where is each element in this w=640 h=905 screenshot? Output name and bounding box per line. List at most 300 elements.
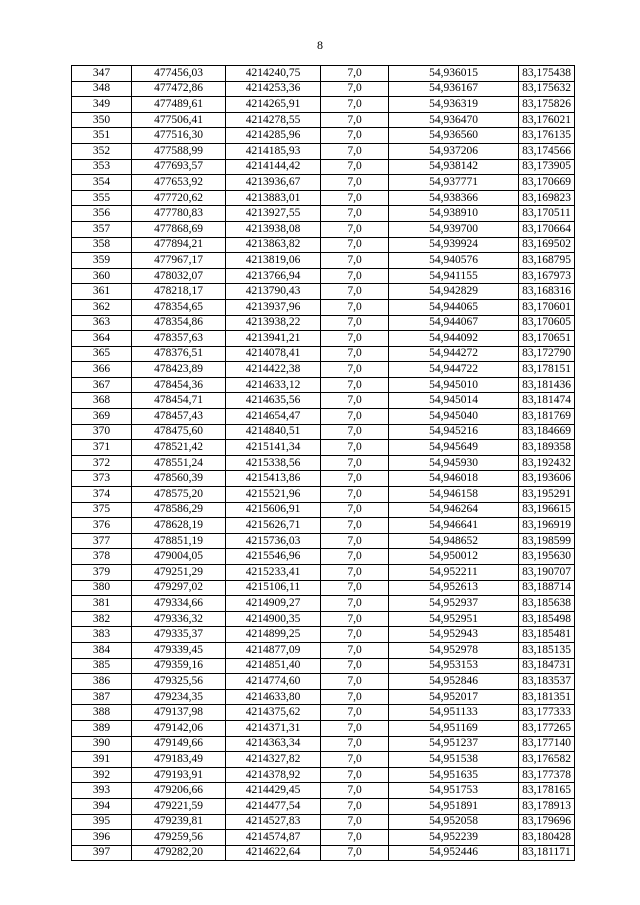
y-coordinate-cell: 4213819,06: [226, 253, 321, 269]
x-coordinate-cell: 479004,05: [132, 549, 226, 565]
latitude-cell: 54,952943: [389, 627, 519, 643]
y-coordinate-cell: 4215233,41: [226, 565, 321, 581]
table-row: [72, 783, 575, 799]
point-number-cell: 353: [72, 159, 132, 175]
table-row: [72, 409, 575, 425]
y-coordinate-cell: 4213938,22: [226, 315, 321, 331]
accuracy-cell: 7,0: [321, 221, 389, 237]
latitude-cell: 54,944272: [389, 346, 519, 362]
point-number-cell: 375: [72, 502, 132, 518]
accuracy-cell: 7,0: [321, 331, 389, 347]
point-number-cell: 358: [72, 237, 132, 253]
latitude-cell: 54,942829: [389, 284, 519, 300]
latitude-cell: 54,936319: [389, 97, 519, 113]
longitude-cell: 83,176021: [519, 112, 575, 128]
latitude-cell: 54,946641: [389, 518, 519, 534]
accuracy-cell: 7,0: [321, 143, 389, 159]
table-row: [72, 533, 575, 549]
table-row: [72, 299, 575, 315]
latitude-cell: 54,952058: [389, 814, 519, 830]
longitude-cell: 83,181436: [519, 377, 575, 393]
point-number-cell: 366: [72, 362, 132, 378]
x-coordinate-cell: 478628,19: [132, 518, 226, 534]
point-number-cell: 380: [72, 580, 132, 596]
latitude-cell: 54,946018: [389, 471, 519, 487]
latitude-cell: 54,951635: [389, 767, 519, 783]
longitude-cell: 83,176582: [519, 752, 575, 768]
y-coordinate-cell: 4214635,56: [226, 393, 321, 409]
y-coordinate-cell: 4214422,38: [226, 362, 321, 378]
point-number-cell: 360: [72, 268, 132, 284]
table-row: [72, 221, 575, 237]
x-coordinate-cell: 478586,29: [132, 502, 226, 518]
longitude-cell: 83,184731: [519, 658, 575, 674]
y-coordinate-cell: 4215521,96: [226, 487, 321, 503]
y-coordinate-cell: 4214285,96: [226, 128, 321, 144]
y-coordinate-cell: 4213790,43: [226, 284, 321, 300]
y-coordinate-cell: 4215106,11: [226, 580, 321, 596]
accuracy-cell: 7,0: [321, 409, 389, 425]
longitude-cell: 83,177378: [519, 767, 575, 783]
longitude-cell: 83,181769: [519, 409, 575, 425]
accuracy-cell: 7,0: [321, 455, 389, 471]
accuracy-cell: 7,0: [321, 705, 389, 721]
table-row: [72, 331, 575, 347]
x-coordinate-cell: 478454,36: [132, 377, 226, 393]
latitude-cell: 54,950012: [389, 549, 519, 565]
accuracy-cell: 7,0: [321, 502, 389, 518]
accuracy-cell: 7,0: [321, 752, 389, 768]
accuracy-cell: 7,0: [321, 362, 389, 378]
x-coordinate-cell: 478551,24: [132, 455, 226, 471]
longitude-cell: 83,192432: [519, 455, 575, 471]
table-row: [72, 455, 575, 471]
y-coordinate-cell: 4213938,08: [226, 221, 321, 237]
point-number-cell: 362: [72, 299, 132, 315]
table-row: [72, 814, 575, 830]
accuracy-cell: 7,0: [321, 611, 389, 627]
point-number-cell: 359: [72, 253, 132, 269]
table-row: [72, 159, 575, 175]
point-number-cell: 386: [72, 674, 132, 690]
y-coordinate-cell: 4214278,55: [226, 112, 321, 128]
table-row: [72, 502, 575, 518]
point-number-cell: 393: [72, 783, 132, 799]
y-coordinate-cell: 4214622,64: [226, 845, 321, 861]
x-coordinate-cell: 479239,81: [132, 814, 226, 830]
accuracy-cell: 7,0: [321, 798, 389, 814]
accuracy-cell: 7,0: [321, 767, 389, 783]
table-row: [72, 253, 575, 269]
table-row: [72, 830, 575, 846]
table-row: [72, 611, 575, 627]
x-coordinate-cell: 477653,92: [132, 175, 226, 191]
y-coordinate-cell: 4215141,34: [226, 440, 321, 456]
x-coordinate-cell: 479282,20: [132, 845, 226, 861]
longitude-cell: 83,178151: [519, 362, 575, 378]
x-coordinate-cell: 479259,56: [132, 830, 226, 846]
y-coordinate-cell: 4214371,31: [226, 720, 321, 736]
point-number-cell: 357: [72, 221, 132, 237]
longitude-cell: 83,175438: [519, 66, 575, 82]
longitude-cell: 83,196615: [519, 502, 575, 518]
accuracy-cell: 7,0: [321, 190, 389, 206]
latitude-cell: 54,951169: [389, 720, 519, 736]
y-coordinate-cell: 4214909,27: [226, 596, 321, 612]
x-coordinate-cell: 479339,45: [132, 642, 226, 658]
latitude-cell: 54,952239: [389, 830, 519, 846]
longitude-cell: 83,185481: [519, 627, 575, 643]
accuracy-cell: 7,0: [321, 268, 389, 284]
point-number-cell: 356: [72, 206, 132, 222]
x-coordinate-cell: 479334,66: [132, 596, 226, 612]
x-coordinate-cell: 478354,86: [132, 315, 226, 331]
x-coordinate-cell: 478423,89: [132, 362, 226, 378]
latitude-cell: 54,952951: [389, 611, 519, 627]
accuracy-cell: 7,0: [321, 377, 389, 393]
latitude-cell: 54,937206: [389, 143, 519, 159]
table-row: [72, 752, 575, 768]
latitude-cell: 54,937771: [389, 175, 519, 191]
x-coordinate-cell: 479193,91: [132, 767, 226, 783]
x-coordinate-cell: 479234,35: [132, 689, 226, 705]
longitude-cell: 83,189358: [519, 440, 575, 456]
longitude-cell: 83,196919: [519, 518, 575, 534]
x-coordinate-cell: 479149,66: [132, 736, 226, 752]
point-number-cell: 368: [72, 393, 132, 409]
latitude-cell: 54,944722: [389, 362, 519, 378]
latitude-cell: 54,952846: [389, 674, 519, 690]
latitude-cell: 54,945040: [389, 409, 519, 425]
x-coordinate-cell: 478218,17: [132, 284, 226, 300]
table-row: [72, 627, 575, 643]
point-number-cell: 352: [72, 143, 132, 159]
point-number-cell: 391: [72, 752, 132, 768]
longitude-cell: 83,168316: [519, 284, 575, 300]
point-number-cell: 370: [72, 424, 132, 440]
y-coordinate-cell: 4215606,91: [226, 502, 321, 518]
longitude-cell: 83,167973: [519, 268, 575, 284]
table-row: [72, 596, 575, 612]
accuracy-cell: 7,0: [321, 487, 389, 503]
table-row: [72, 393, 575, 409]
table-row: [72, 424, 575, 440]
accuracy-cell: 7,0: [321, 565, 389, 581]
accuracy-cell: 7,0: [321, 549, 389, 565]
x-coordinate-cell: 477588,99: [132, 143, 226, 159]
latitude-cell: 54,952978: [389, 642, 519, 658]
point-number-cell: 376: [72, 518, 132, 534]
latitude-cell: 54,952937: [389, 596, 519, 612]
x-coordinate-cell: 479183,49: [132, 752, 226, 768]
latitude-cell: 54,951891: [389, 798, 519, 814]
longitude-cell: 83,170601: [519, 299, 575, 315]
accuracy-cell: 7,0: [321, 720, 389, 736]
latitude-cell: 54,952446: [389, 845, 519, 861]
x-coordinate-cell: 479142,06: [132, 720, 226, 736]
x-coordinate-cell: 479137,98: [132, 705, 226, 721]
point-number-cell: 354: [72, 175, 132, 191]
y-coordinate-cell: 4214840,51: [226, 424, 321, 440]
table-row: [72, 190, 575, 206]
y-coordinate-cell: 4213937,96: [226, 299, 321, 315]
point-number-cell: 363: [72, 315, 132, 331]
y-coordinate-cell: 4214574,87: [226, 830, 321, 846]
latitude-cell: 54,938142: [389, 159, 519, 175]
longitude-cell: 83,170669: [519, 175, 575, 191]
point-number-cell: 389: [72, 720, 132, 736]
point-number-cell: 350: [72, 112, 132, 128]
accuracy-cell: 7,0: [321, 253, 389, 269]
latitude-cell: 54,948652: [389, 533, 519, 549]
x-coordinate-cell: 477868,69: [132, 221, 226, 237]
x-coordinate-cell: 478521,42: [132, 440, 226, 456]
y-coordinate-cell: 4213766,94: [226, 268, 321, 284]
table-row: [72, 642, 575, 658]
table-row: [72, 206, 575, 222]
table-row: [72, 689, 575, 705]
accuracy-cell: 7,0: [321, 814, 389, 830]
longitude-cell: 83,179696: [519, 814, 575, 830]
y-coordinate-cell: 4214363,34: [226, 736, 321, 752]
longitude-cell: 83,173905: [519, 159, 575, 175]
x-coordinate-cell: 479336,32: [132, 611, 226, 627]
point-number-cell: 355: [72, 190, 132, 206]
point-number-cell: 365: [72, 346, 132, 362]
longitude-cell: 83,170605: [519, 315, 575, 331]
point-number-cell: 374: [72, 487, 132, 503]
latitude-cell: 54,951133: [389, 705, 519, 721]
longitude-cell: 83,175632: [519, 81, 575, 97]
longitude-cell: 83,185135: [519, 642, 575, 658]
accuracy-cell: 7,0: [321, 440, 389, 456]
y-coordinate-cell: 4214477,54: [226, 798, 321, 814]
point-number-cell: 396: [72, 830, 132, 846]
table-row: [72, 767, 575, 783]
point-number-cell: 384: [72, 642, 132, 658]
x-coordinate-cell: 478457,43: [132, 409, 226, 425]
latitude-cell: 54,936167: [389, 81, 519, 97]
x-coordinate-cell: 477456,03: [132, 66, 226, 82]
longitude-cell: 83,172790: [519, 346, 575, 362]
table-row: [72, 97, 575, 113]
table-row: [72, 143, 575, 159]
y-coordinate-cell: 4214429,45: [226, 783, 321, 799]
table-row: [72, 315, 575, 331]
point-number-cell: 397: [72, 845, 132, 861]
point-number-cell: 348: [72, 81, 132, 97]
accuracy-cell: 7,0: [321, 518, 389, 534]
x-coordinate-cell: 477489,61: [132, 97, 226, 113]
latitude-cell: 54,946264: [389, 502, 519, 518]
y-coordinate-cell: 4214375,62: [226, 705, 321, 721]
x-coordinate-cell: 479297,02: [132, 580, 226, 596]
latitude-cell: 54,940576: [389, 253, 519, 269]
x-coordinate-cell: 477693,57: [132, 159, 226, 175]
x-coordinate-cell: 479325,56: [132, 674, 226, 690]
longitude-cell: 83,170664: [519, 221, 575, 237]
table-row: [72, 128, 575, 144]
point-number-cell: 361: [72, 284, 132, 300]
longitude-cell: 83,190707: [519, 565, 575, 581]
latitude-cell: 54,944067: [389, 315, 519, 331]
longitude-cell: 83,178913: [519, 798, 575, 814]
table-row: [72, 736, 575, 752]
x-coordinate-cell: 478357,63: [132, 331, 226, 347]
longitude-cell: 83,181171: [519, 845, 575, 861]
page-number: 8: [317, 38, 323, 52]
x-coordinate-cell: 478354,65: [132, 299, 226, 315]
latitude-cell: 54,952017: [389, 689, 519, 705]
y-coordinate-cell: 4215338,56: [226, 455, 321, 471]
accuracy-cell: 7,0: [321, 642, 389, 658]
table-row: [72, 346, 575, 362]
longitude-cell: 83,193606: [519, 471, 575, 487]
accuracy-cell: 7,0: [321, 393, 389, 409]
point-number-cell: 379: [72, 565, 132, 581]
table-row: [72, 237, 575, 253]
longitude-cell: 83,177333: [519, 705, 575, 721]
accuracy-cell: 7,0: [321, 66, 389, 82]
x-coordinate-cell: 478376,51: [132, 346, 226, 362]
longitude-cell: 83,176135: [519, 128, 575, 144]
accuracy-cell: 7,0: [321, 627, 389, 643]
accuracy-cell: 7,0: [321, 845, 389, 861]
table-row: [72, 81, 575, 97]
point-number-cell: 369: [72, 409, 132, 425]
y-coordinate-cell: 4214185,93: [226, 143, 321, 159]
x-coordinate-cell: 477894,21: [132, 237, 226, 253]
latitude-cell: 54,944065: [389, 299, 519, 315]
longitude-cell: 83,185638: [519, 596, 575, 612]
accuracy-cell: 7,0: [321, 533, 389, 549]
y-coordinate-cell: 4214877,09: [226, 642, 321, 658]
y-coordinate-cell: 4214654,47: [226, 409, 321, 425]
latitude-cell: 54,951237: [389, 736, 519, 752]
longitude-cell: 83,178165: [519, 783, 575, 799]
y-coordinate-cell: 4213863,82: [226, 237, 321, 253]
table-row: [72, 674, 575, 690]
y-coordinate-cell: 4215546,96: [226, 549, 321, 565]
table-row: [72, 284, 575, 300]
accuracy-cell: 7,0: [321, 346, 389, 362]
x-coordinate-cell: 478454,71: [132, 393, 226, 409]
point-number-cell: 373: [72, 471, 132, 487]
point-number-cell: 388: [72, 705, 132, 721]
longitude-cell: 83,183537: [519, 674, 575, 690]
accuracy-cell: 7,0: [321, 315, 389, 331]
point-number-cell: 394: [72, 798, 132, 814]
latitude-cell: 54,952211: [389, 565, 519, 581]
table-row: [72, 471, 575, 487]
latitude-cell: 54,936015: [389, 66, 519, 82]
latitude-cell: 54,945216: [389, 424, 519, 440]
point-number-cell: 371: [72, 440, 132, 456]
accuracy-cell: 7,0: [321, 471, 389, 487]
y-coordinate-cell: 4214899,25: [226, 627, 321, 643]
y-coordinate-cell: 4214265,91: [226, 97, 321, 113]
x-coordinate-cell: 477780,83: [132, 206, 226, 222]
x-coordinate-cell: 479335,37: [132, 627, 226, 643]
point-number-cell: 377: [72, 533, 132, 549]
table-row: [72, 66, 575, 82]
y-coordinate-cell: 4215413,86: [226, 471, 321, 487]
latitude-cell: 54,945649: [389, 440, 519, 456]
x-coordinate-cell: 478032,07: [132, 268, 226, 284]
accuracy-cell: 7,0: [321, 689, 389, 705]
y-coordinate-cell: 4214240,75: [226, 66, 321, 82]
x-coordinate-cell: 477472,86: [132, 81, 226, 97]
accuracy-cell: 7,0: [321, 284, 389, 300]
y-coordinate-cell: 4214253,36: [226, 81, 321, 97]
longitude-cell: 83,177265: [519, 720, 575, 736]
table-row: [72, 798, 575, 814]
longitude-cell: 83,169823: [519, 190, 575, 206]
latitude-cell: 54,938366: [389, 190, 519, 206]
latitude-cell: 54,945014: [389, 393, 519, 409]
accuracy-cell: 7,0: [321, 159, 389, 175]
point-number-cell: 378: [72, 549, 132, 565]
x-coordinate-cell: 477516,30: [132, 128, 226, 144]
point-number-cell: 390: [72, 736, 132, 752]
longitude-cell: 83,195630: [519, 549, 575, 565]
table-row: [72, 580, 575, 596]
longitude-cell: 83,185498: [519, 611, 575, 627]
accuracy-cell: 7,0: [321, 112, 389, 128]
latitude-cell: 54,939924: [389, 237, 519, 253]
y-coordinate-cell: 4215736,03: [226, 533, 321, 549]
longitude-cell: 83,170651: [519, 331, 575, 347]
longitude-cell: 83,169502: [519, 237, 575, 253]
longitude-cell: 83,181474: [519, 393, 575, 409]
latitude-cell: 54,945930: [389, 455, 519, 471]
latitude-cell: 54,953153: [389, 658, 519, 674]
accuracy-cell: 7,0: [321, 299, 389, 315]
table-row: [72, 845, 575, 861]
y-coordinate-cell: 4214774,60: [226, 674, 321, 690]
x-coordinate-cell: 478475,60: [132, 424, 226, 440]
latitude-cell: 54,938910: [389, 206, 519, 222]
accuracy-cell: 7,0: [321, 596, 389, 612]
accuracy-cell: 7,0: [321, 830, 389, 846]
point-number-cell: 395: [72, 814, 132, 830]
latitude-cell: 54,951753: [389, 783, 519, 799]
coordinates-table-body: [72, 66, 575, 861]
point-number-cell: 381: [72, 596, 132, 612]
latitude-cell: 54,952613: [389, 580, 519, 596]
x-coordinate-cell: 477506,41: [132, 112, 226, 128]
x-coordinate-cell: 479221,59: [132, 798, 226, 814]
latitude-cell: 54,944092: [389, 331, 519, 347]
table-row: [72, 549, 575, 565]
x-coordinate-cell: 479206,66: [132, 783, 226, 799]
latitude-cell: 54,945010: [389, 377, 519, 393]
x-coordinate-cell: 477967,17: [132, 253, 226, 269]
longitude-cell: 83,181351: [519, 689, 575, 705]
longitude-cell: 83,184669: [519, 424, 575, 440]
y-coordinate-cell: 4214527,83: [226, 814, 321, 830]
longitude-cell: 83,180428: [519, 830, 575, 846]
y-coordinate-cell: 4213936,67: [226, 175, 321, 191]
latitude-cell: 54,946158: [389, 487, 519, 503]
accuracy-cell: 7,0: [321, 81, 389, 97]
longitude-cell: 83,170511: [519, 206, 575, 222]
y-coordinate-cell: 4214144,42: [226, 159, 321, 175]
y-coordinate-cell: 4215626,71: [226, 518, 321, 534]
longitude-cell: 83,168795: [519, 253, 575, 269]
point-number-cell: 392: [72, 767, 132, 783]
y-coordinate-cell: 4214633,12: [226, 377, 321, 393]
